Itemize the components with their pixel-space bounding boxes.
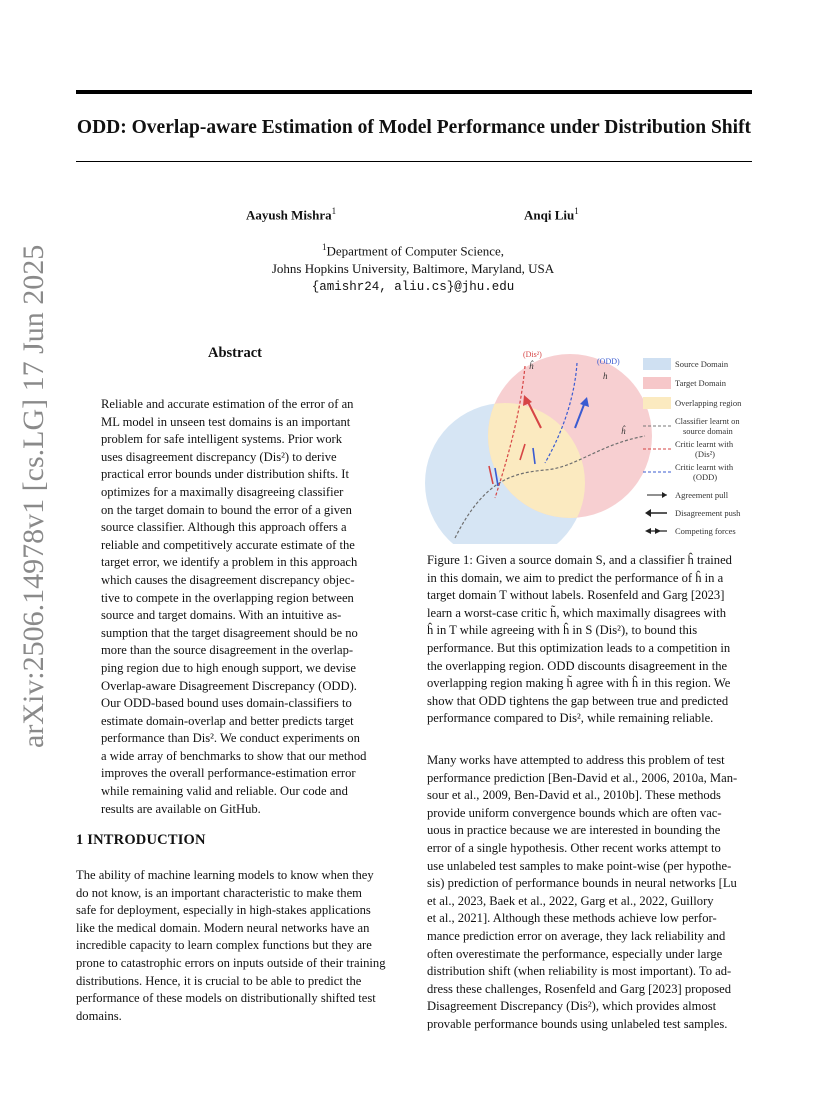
caption-line: performance compared to Dis², while remaining reliable. bbox=[427, 711, 714, 726]
abstract-line: source and target domains. With an intuitive as- bbox=[101, 608, 342, 623]
legend-arrowhead-push bbox=[645, 509, 651, 517]
caption-line: in this domain, we aim to predict the performance of ĥ in a bbox=[427, 570, 724, 585]
caption-line: show that ODD tightens the gap between true and predicted bbox=[427, 693, 729, 708]
paragraph-line: sis) prediction of performance bounds in neural networks [Lu bbox=[427, 876, 737, 891]
legend-label-pull: Agreement pull bbox=[675, 490, 729, 500]
caption-line: target domain T without labels. Rosenfeld and Garg [2023] bbox=[427, 588, 725, 603]
paragraph-line: Many works have attempted to address this problem of test bbox=[427, 753, 725, 767]
abstract-line: Reliable and accurate estimation of the error of an bbox=[101, 397, 354, 411]
intro-line: safe for deployment, especially in high-stakes applications bbox=[76, 903, 371, 918]
figure-1-caption bbox=[427, 552, 753, 728]
author-1-sup: 1 bbox=[331, 206, 337, 216]
legend-label-critic-odd-2: (ODD) bbox=[693, 472, 718, 482]
abstract-line: sumption that the target disagreement should be no bbox=[101, 625, 358, 640]
paragraph-line: dress these challenges, Rosenfeld and Garg [2023] proposed bbox=[427, 981, 732, 996]
abstract-line: optimizes for a maximally disagreeing classifier bbox=[101, 484, 344, 499]
legend-label-critic-dis2-2: (Dis²) bbox=[695, 449, 716, 459]
intro-line: domains. bbox=[76, 1008, 122, 1023]
section-heading-introduction: 1 INTRODUCTION bbox=[76, 832, 206, 848]
intro-line: incredible capacity to learn complex functions but they are bbox=[76, 938, 372, 953]
legend-label-classifier: Classifier learnt on bbox=[675, 416, 740, 426]
legend-swatch-source bbox=[643, 358, 671, 370]
intro-line: The ability of machine learning models to know when they bbox=[76, 868, 374, 882]
related-work-paragraph bbox=[427, 752, 753, 1034]
caption-line: ĥ in T while agreeing with ĥ in S (Dis²), to bound this bbox=[427, 623, 698, 638]
caption-line: the overlapping region. ODD discounts disagreement in the bbox=[427, 658, 728, 673]
label-critic-dis2: ĥ bbox=[529, 361, 534, 371]
legend-arrowhead-pull bbox=[662, 492, 667, 498]
legend-arrowhead-compete-left bbox=[645, 528, 651, 534]
label-dis2: (Dis²) bbox=[523, 350, 542, 359]
author-1-name: Aayush Mishra bbox=[246, 207, 332, 223]
intro-line: prone to catastrophic errors on inputs outside of their training bbox=[76, 955, 386, 970]
abstract-line: results are available on GitHub. bbox=[101, 801, 261, 816]
legend-label-compete: Competing forces bbox=[675, 526, 736, 536]
legend-swatch-target bbox=[643, 377, 671, 389]
legend-label-source: Source Domain bbox=[675, 359, 729, 369]
abstract-line: estimate domain-overlap and better predicts target bbox=[101, 713, 354, 728]
paragraph-line: mance prediction error on average, they lack reliability and bbox=[427, 928, 726, 943]
legend-label-push: Disagreement push bbox=[675, 508, 741, 518]
abstract-line: a wide array of benchmarks to show that our method bbox=[101, 748, 367, 763]
legend-label-overlap: Overlapping region bbox=[675, 398, 742, 408]
intro-line: do not know, is an important characteristic to make them bbox=[76, 885, 362, 900]
abstract-line: target error, we identify a problem in this approach bbox=[101, 555, 358, 570]
paragraph-line: use unlabeled test samples to make point-wise (per hypothe- bbox=[427, 858, 732, 873]
paragraph-line: often overestimate the performance, especially under large bbox=[427, 946, 723, 961]
abstract-line: improves the overall performance-estimation error bbox=[101, 766, 356, 781]
paragraph-line: provable performance bounds using unlabeled test samples. bbox=[427, 1016, 728, 1031]
affiliation-sup: 1 bbox=[321, 242, 327, 252]
abstract-line: on the target domain to bound the error of a given bbox=[101, 502, 352, 517]
paragraph-line: performance prediction [Ben-David et al., 2006, 2010a, Man- bbox=[427, 770, 738, 785]
author-emails: {amishr24, aliu.cs}@jhu.edu bbox=[311, 280, 515, 295]
abstract-line: which causes the disagreement discrepancy objec- bbox=[101, 572, 355, 587]
abstract-line: uses disagreement discrepancy (Dis²) to derive bbox=[101, 449, 337, 464]
figure-legend bbox=[643, 358, 742, 536]
legend-label-critic-odd: Critic learnt with bbox=[675, 462, 734, 472]
paragraph-line: provide uniform convergence bounds which are often vac- bbox=[427, 805, 722, 820]
paragraph-line: Disagreement Discrepancy (Dis²), which provides almost bbox=[427, 999, 717, 1014]
abstract-line: performance than Dis². We conduct experiments on bbox=[101, 731, 360, 746]
top-thick-rule bbox=[76, 90, 752, 94]
paragraph-line: distribution shift (when reliability is most important). To ad- bbox=[427, 964, 732, 979]
abstract-line: Overlap-aware Disagreement Discrepancy (ODD). bbox=[101, 678, 357, 693]
paper-title: ODD: Overlap-aware Estimation of Model Performance under Distribution Shift bbox=[76, 117, 752, 138]
legend-label-classifier-2: source domain bbox=[683, 426, 733, 436]
legend-label-critic-dis2: Critic learnt with bbox=[675, 439, 734, 449]
abstract-line: Our ODD-based bound uses domain-classifiers to bbox=[101, 696, 352, 711]
label-critic-odd: h bbox=[603, 371, 608, 381]
intro-line: like the medical domain. Modern neural networks have an bbox=[76, 920, 370, 935]
affiliation-line-1: Department of Computer Science, bbox=[326, 243, 505, 259]
title-bottom-rule bbox=[76, 161, 752, 162]
paragraph-line: et al., 2021]. Although these methods achieve low perfor- bbox=[427, 911, 717, 926]
introduction-body bbox=[76, 867, 402, 1025]
figure-1-diagram bbox=[425, 348, 755, 544]
abstract-line: reliable and competitively accurate estimate of the bbox=[101, 537, 355, 552]
paragraph-line: uous in practice because we are interested in bounding the bbox=[427, 823, 721, 838]
abstract-body bbox=[101, 396, 377, 818]
label-odd: (ODD) bbox=[597, 357, 620, 366]
label-h-hat: ĥ bbox=[621, 426, 626, 436]
caption-line: Figure 1: Given a source domain S, and a classifier ĥ trained bbox=[427, 553, 732, 567]
affiliation bbox=[200, 238, 626, 296]
author-2-sup: 1 bbox=[574, 206, 579, 216]
legend-swatch-overlap bbox=[643, 397, 671, 409]
author-2-name: Anqi Liu bbox=[524, 207, 575, 223]
affiliation-line-2: Johns Hopkins University, Baltimore, Maryland, USA bbox=[271, 261, 555, 277]
abstract-line: practical error bounds under distribution shifts. It bbox=[101, 467, 349, 482]
abstract-line: problem for safe intelligent systems. Prior work bbox=[101, 432, 342, 447]
figure-1 bbox=[425, 348, 755, 544]
paragraph-line: sour et al., 2009, Ben-David et al., 2010b]. These methods bbox=[427, 788, 721, 803]
caption-line: learn a worst-case critic h̃, which maximally disagrees with bbox=[427, 605, 726, 620]
caption-line: performance. But this optimization leads to a competition in bbox=[427, 640, 731, 655]
intro-line: performance of these models on distributionally shifted test bbox=[76, 991, 376, 1006]
author-1 bbox=[246, 206, 336, 223]
abstract-line: more than the source disagreement in the overlap- bbox=[101, 643, 354, 658]
caption-line: overlapping region making h̃ agree with ĥ in this region. We bbox=[427, 676, 731, 691]
paragraph-line: et al., 2023, Baek et al., 2022, Garg et al., 2022, Guillory bbox=[427, 893, 714, 908]
legend-arrowhead-compete-right bbox=[655, 528, 661, 534]
author-2 bbox=[524, 206, 579, 223]
legend-label-target: Target Domain bbox=[675, 378, 726, 388]
abstract-line: while remaining valid and reliable. Our code and bbox=[101, 784, 348, 799]
abstract-heading: Abstract bbox=[208, 345, 262, 361]
abstract-line: ML model in unseen test domains is an important bbox=[101, 414, 351, 429]
intro-line: distributions. Hence, it is crucial to be able to predict the bbox=[76, 973, 362, 988]
abstract-line: source classifier. Although this approach offers a bbox=[101, 520, 347, 535]
arxiv-stamp: arXiv:2506.14978v1 [cs.LG] 17 Jun 2025 bbox=[17, 244, 50, 748]
paragraph-line: error of a single hypothesis. Other recent works attempt to bbox=[427, 840, 721, 855]
abstract-line: ping region due to high enough support, we devise bbox=[101, 660, 356, 675]
abstract-line: tive to compete in the overlapping region between bbox=[101, 590, 354, 605]
